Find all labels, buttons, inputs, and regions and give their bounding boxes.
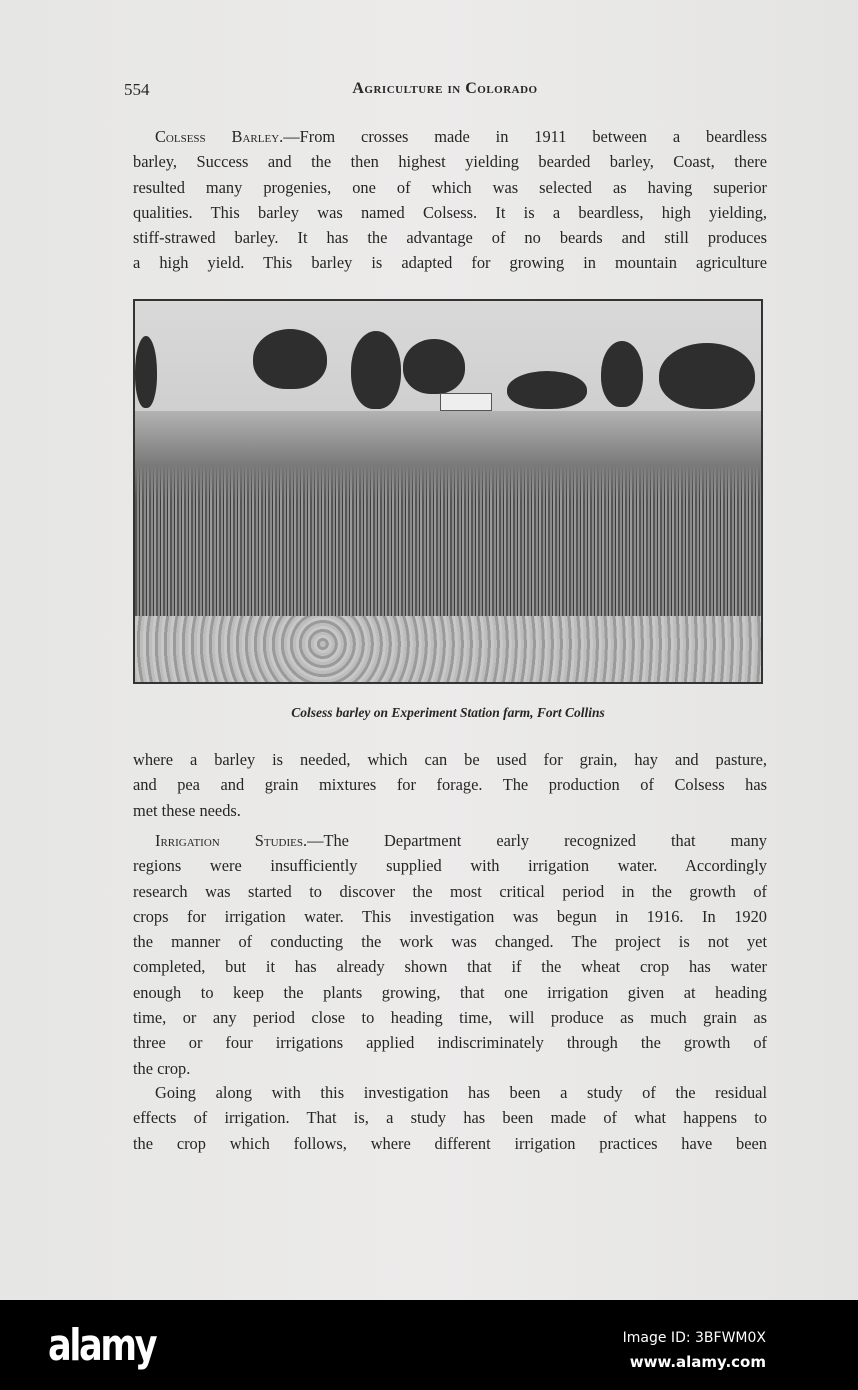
barley-field-photo [133, 299, 763, 684]
image-id: Image ID: 3BFWM0X [622, 1330, 766, 1346]
text-line: three or four irrigations applied indiscriminately through the growth of [133, 1033, 767, 1053]
text-line: and pea and grain mixtures for forage. The production of Colsess has [133, 775, 767, 795]
alamy-logo: alamy [48, 1320, 156, 1371]
text-line: —From crosses made in 1911 between a beardless [283, 127, 767, 146]
text-line: time, or any period close to heading time, will produce as much grain as [133, 1008, 767, 1028]
section-lead: Colsess Barley. [155, 127, 284, 146]
text-line: stiff-strawed barley. It has the advantage of no beards and still produces [133, 228, 767, 248]
text-line: resulted many progenies, one of which was selected as having superior [133, 177, 767, 197]
text-line: completed, but it has already shown that if the wheat crop has water [133, 957, 767, 977]
text-line: qualities. This barley was named Colsess. It is a beardless, high yielding, [133, 202, 767, 222]
paragraph-irrigation-studies [133, 828, 767, 1081]
watermark-bar [0, 1300, 858, 1390]
paragraph-residual-effects [133, 1080, 767, 1156]
watermark-url: www.alamy.com [629, 1353, 766, 1371]
text-line: effects of irrigation. That is, a study has been made of what happens to [133, 1108, 767, 1128]
text-line: crops for irrigation water. This investigation was begun in 1916. In 1920 [133, 906, 767, 926]
running-title: Agriculture in Colorado [352, 80, 538, 97]
text-line: research was started to discover the most critical period in the growth of [133, 881, 767, 901]
text-line: barley, Success and the then highest yielding bearded barley, Coast, there [133, 152, 767, 172]
figure-caption: Colsess barley on Experiment Station farm, Fort Collins [291, 705, 605, 720]
text-line: where a barley is needed, which can be used for grain, hay and pasture, [133, 750, 767, 769]
text-line: the crop. [133, 1058, 191, 1078]
paragraph-colsess-barley [133, 124, 767, 276]
paragraph-continuation [133, 747, 767, 823]
text-line: met these needs. [133, 800, 241, 820]
text-line: the manner of conducting the work was changed. The project is not yet [133, 932, 767, 952]
text-line: a high yield. This barley is adapted for growing in mountain agriculture [133, 253, 767, 273]
text-line: the crop which follows, where different irrigation practices have been [133, 1133, 767, 1153]
section-lead: Irrigation Studies. [155, 831, 308, 850]
text-line: —The Department early recognized that many [307, 831, 768, 850]
text-line: regions were insufficiently supplied with irrigation water. Accordingly [133, 856, 767, 876]
text-line: Going along with this investigation has been a study of the residual [155, 1083, 767, 1102]
page-number: 554 [124, 80, 150, 99]
text-line: enough to keep the plants growing, that one irrigation given at heading [133, 982, 767, 1002]
